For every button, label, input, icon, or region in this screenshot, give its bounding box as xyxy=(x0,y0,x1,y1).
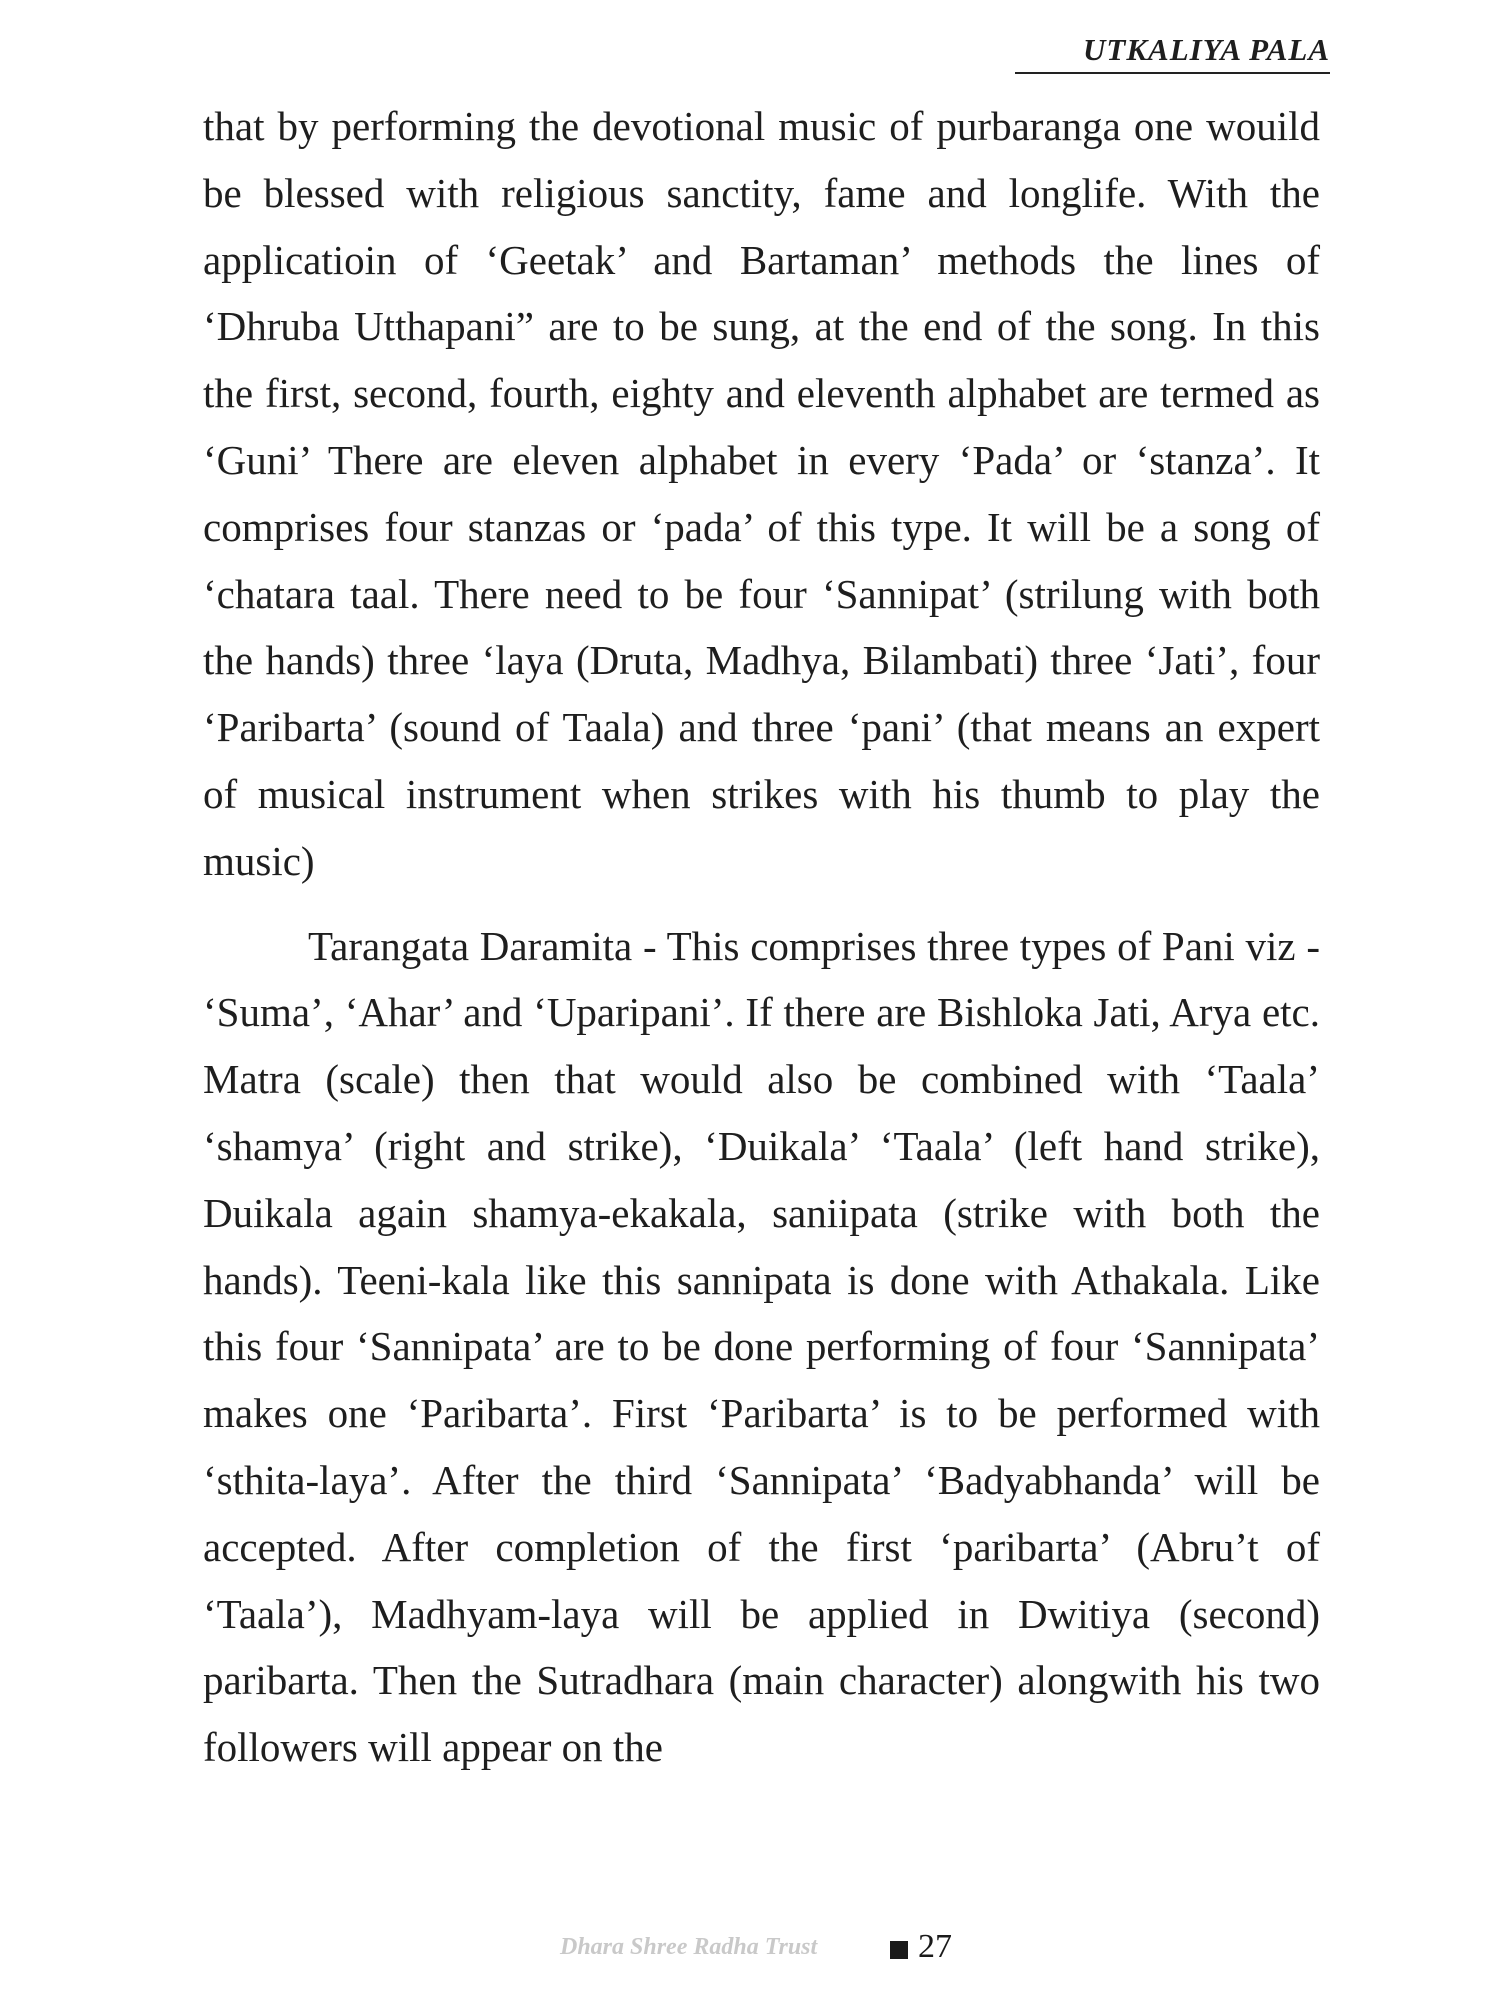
page-number: 27 xyxy=(918,1928,952,1965)
header-rule xyxy=(1015,72,1330,74)
running-head xyxy=(1015,30,1330,74)
paragraph-2: Tarangata Daramita - This comprises three types of Pani viz - ‘Suma’, ‘Ahar’ and ‘Uparipani’. If there are Bishloka Jati, Arya etc. Matra (scale) then that would also be combined with ‘Taala’ ‘shamya’ (right and strike), ‘Duikala’ ‘Taala’ (left hand strike), Duikala again shamya-ekakala, saniipata (strike with both the hands). Teeni-kala like this sannipata is done with Athakala. Like this four ‘Sannipata’ are to be done performing of four ‘Sannipata’ makes one ‘Paribarta’. First ‘Paribarta’ is to be performed with ‘sthita-laya’. After the third ‘Sannipata’ ‘Badyabhanda’ will be accepted. After completion of the first ‘paribarta’ (Abru’t of ‘Taala’), Madhyam-laya will be applied in Dwitiya (second) paribarta. Then the Sutradhara (main character) alongwith his two followers will appear on the xyxy=(203,922,1320,1771)
square-bullet-icon xyxy=(890,1941,908,1959)
text-body xyxy=(203,93,1320,1781)
publisher-name: Dhara Shree Radha Trust xyxy=(560,1934,818,1960)
paragraph-1: that by performing the devotional music of purbaranga one wouild be blessed with religious sanctity, fame and longlife. With the applicatioin of ‘Geetak’ and Bartaman’ methods the lines of ‘Dhruba Utthapani” are to be sung, at the end of the song. In this the first, second, fourth, eighty and eleventh alphabet are termed as ‘Guni’ There are eleven alphabet in every ‘Pada’ or ‘stanza’. It comprises four stanzas or ‘pada’ of this type. It will be a song of ‘chatara taal. There need to be four ‘Sannipat’ (strilung with both the hands) three ‘laya (Druta, Madhya, Bilambati) three ‘Jati’, four ‘Paribarta’ (sound of Taala) and three ‘pani’ (that means an expert of musical instrument when strikes with his thumb to play the music) xyxy=(203,103,1320,884)
running-title: UTKALIYA PALA xyxy=(1083,32,1330,67)
